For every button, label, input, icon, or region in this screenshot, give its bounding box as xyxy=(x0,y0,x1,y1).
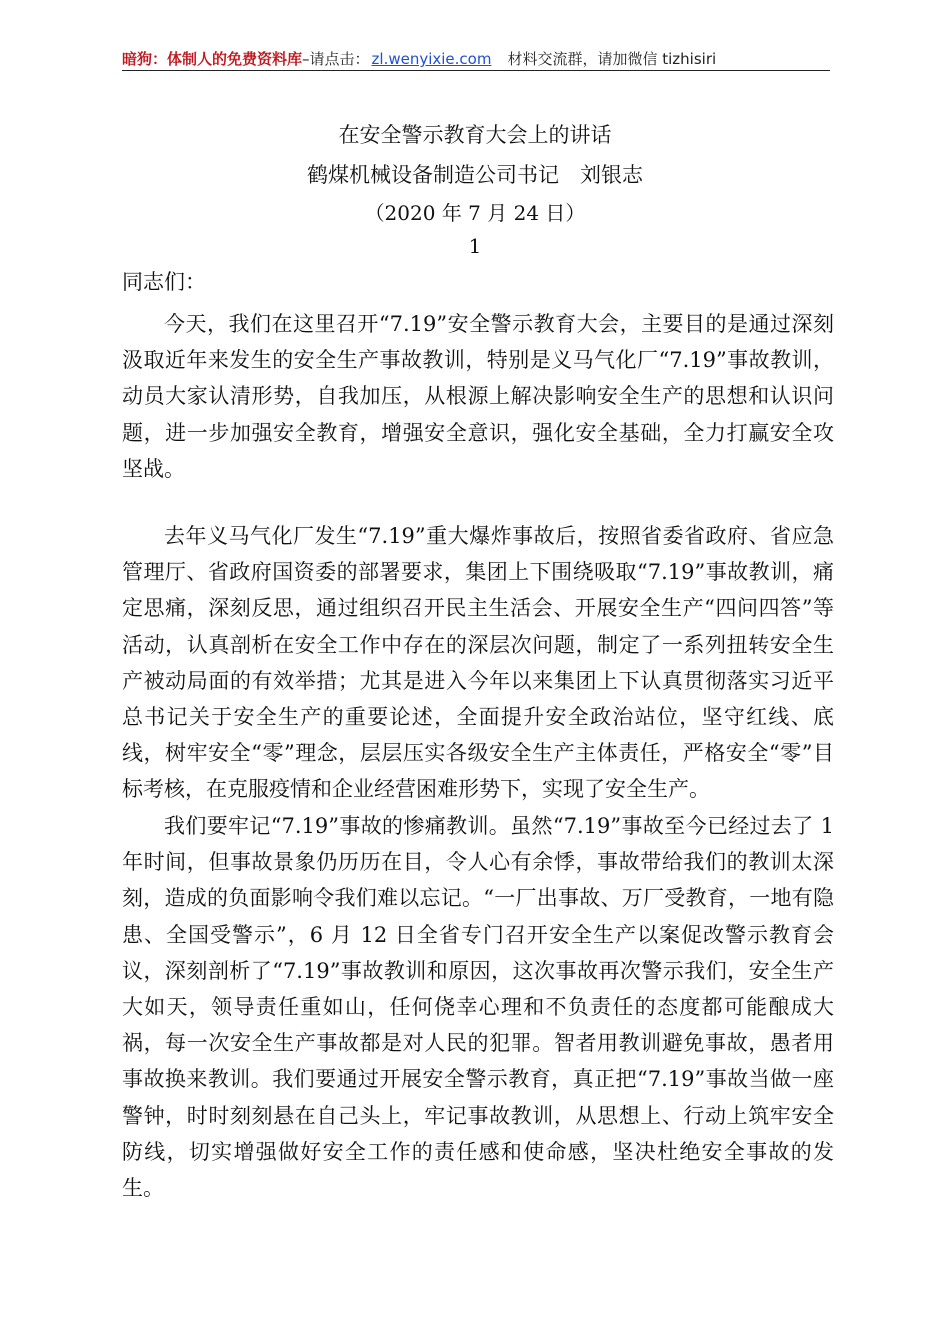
header-prompt: –请点击： xyxy=(302,50,370,68)
header-divider xyxy=(122,70,830,71)
document-title: 在安全警示教育大会上的讲话 xyxy=(338,123,612,147)
greeting: 同志们： xyxy=(122,270,206,294)
document-author: 鹤煤机械设备制造公司书记 刘银志 xyxy=(307,163,643,187)
paragraph-2: 去年义马气化厂发生“7.19”重大爆炸事故后，按照省委省政府、省应急管理厅、省政府国资委的部署要求，集团上下围绕吸取“7.19”事故教训，痛定思痛，深刻反思，通过组织召开民主生活会、开展安全生产“四问四答”等活动，认真剖析在安全工作中存在的深层次问题，制定了一系列扭转安全生产被动局面的有效举措；尤其是进入今年以来集团上下认真贯彻落实习近平总书记关于安全生产的重要论述，全面提升安全政治站位，坚守红线、底线，树牢安全“零”理念，层层压实各级安全生产主体责任，严格安全“零”目标考核，在克服疫情和企业经营困难形势下，实现了安全生产。 xyxy=(122,524,834,802)
paragraph-3: 我们要牢记“7.19”事故的惨痛教训。虽然“7.19”事故至今已经过去了 1 年时间，但事故景象仍历历在目，令人心有余悸，事故带给我们的教训太深刻，造成的负面影响令我们难以忘记。“一厂出事故、万厂受教育，一地有隐患、全国受警示”，6 月 12 日全省专门召开安全生产以案促改警示教育会议，深刻剖析了“7.19”事故教训和原因，这次事故再次警示我们，安全生产大如天，领导责任重如山，任何侥幸心理和不负责任的态度都可能酿成大祸，每一次安全生产事故都是对人民的犯罪。智者用教训避免事故，愚者用事故换来教训。我们要通过开展安全警示教育，真正把“7.19”事故当做一座警钟，时时刻刻悬在自己头上，牢记事故教训，从思想上、行动上筑牢安全防线，切实增强做好安全工作的责任感和使命感，坚决杜绝安全事故的发生。 xyxy=(122,814,834,1201)
page-number: 1 xyxy=(468,234,482,258)
header-note: 材料交流群，请加微信 tizhisiri xyxy=(507,50,717,68)
paragraph-1: 今天，我们在这里召开“7.19”安全警示教育大会，主要目的是通过深刻汲取近年来发生的安全生产事故教训，特别是义马气化厂“7.19”事故教训，动员大家认清形势，自我加压，从根源上解决影响安全生产的思想和认识问题，进一步加强安全教育，增强安全意识，强化安全基础，全力打赢安全攻坚战。 xyxy=(122,312,834,481)
header-brand: 暗狗：体制人的免费资料库 xyxy=(122,50,303,68)
document-date: （2020 年 7 月 24 日） xyxy=(364,201,586,225)
page-header xyxy=(122,46,828,72)
header-link[interactable]: zl.wenyixie.com xyxy=(371,50,492,68)
